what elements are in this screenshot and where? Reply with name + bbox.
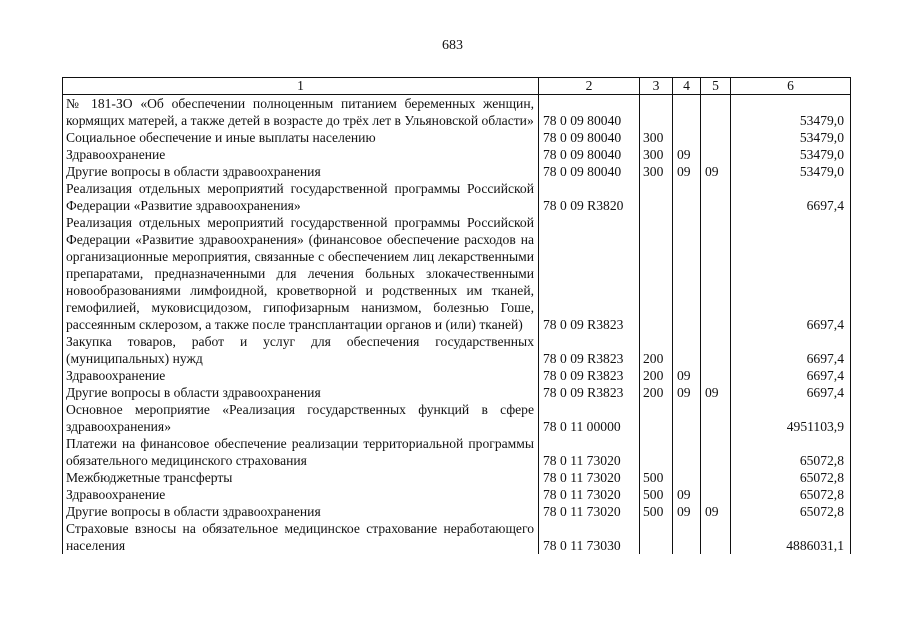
table-header-row [63,78,851,95]
column-header: 2 [539,78,640,95]
table-row [63,146,851,163]
row-amount: 65072,8 [731,469,851,486]
row-subsection [701,469,731,486]
row-amount: 6697,4 [731,367,851,384]
table-row [63,503,851,520]
column-header: 6 [731,78,851,95]
row-target-code: 78 0 11 73020 [539,486,640,503]
row-target-code: 78 0 09 80040 [539,95,640,130]
row-subsection [701,214,731,333]
row-section: 09 [673,486,701,503]
row-amount: 4951103,9 [731,401,851,435]
row-name: Социальное обеспечение и иные выплаты населению [63,129,539,146]
row-name: Платежи на финансовое обеспечение реализации территориальной программы обязательного медицинского страхования [63,435,539,469]
row-section [673,180,701,214]
row-amount: 53479,0 [731,95,851,130]
row-subsection [701,129,731,146]
row-target-code: 78 0 09 R3823 [539,214,640,333]
row-name: Страховые взносы на обязательное медицинское страхование неработающего населения [63,520,539,554]
table-row [63,129,851,146]
table-row [63,435,851,469]
row-amount: 6697,4 [731,384,851,401]
row-section [673,95,701,130]
row-section: 09 [673,367,701,384]
row-target-code: 78 0 09 R3823 [539,384,640,401]
row-expense-type [640,435,673,469]
row-subsection [701,401,731,435]
row-name: Другие вопросы в области здравоохранения [63,384,539,401]
row-section [673,214,701,333]
row-subsection: 09 [701,163,731,180]
row-subsection [701,146,731,163]
row-amount: 6697,4 [731,214,851,333]
row-section: 09 [673,163,701,180]
row-name: Закупка товаров, работ и услуг для обеспечения государственных (муниципальных) нужд [63,333,539,367]
table-row [63,95,851,130]
row-target-code: 78 0 11 73020 [539,469,640,486]
row-name: № 181-ЗО «Об обеспечении полноценным питанием беременных женщин, кормящих матерей, а также детей в возрасте до трёх лет в Ульяновской области» [63,95,539,130]
row-section [673,401,701,435]
row-name: Реализация отдельных мероприятий государственной программы Российской Федерации «Развитие здравоохранения» [63,180,539,214]
table-row [63,367,851,384]
row-name: Другие вопросы в области здравоохранения [63,163,539,180]
row-section [673,469,701,486]
table-row [63,214,851,333]
row-expense-type [640,95,673,130]
row-subsection [701,367,731,384]
row-subsection [701,520,731,554]
row-expense-type: 500 [640,469,673,486]
row-expense-type [640,214,673,333]
row-amount: 53479,0 [731,146,851,163]
row-expense-type [640,401,673,435]
page-number: 683 [442,38,463,53]
row-expense-type [640,520,673,554]
row-subsection: 09 [701,384,731,401]
row-expense-type: 200 [640,333,673,367]
row-subsection: 09 [701,503,731,520]
row-subsection [701,180,731,214]
table-row [63,333,851,367]
row-expense-type: 200 [640,367,673,384]
row-subsection [701,435,731,469]
row-expense-type: 200 [640,384,673,401]
row-expense-type: 500 [640,503,673,520]
row-target-code: 78 0 11 00000 [539,401,640,435]
row-name: Другие вопросы в области здравоохранения [63,503,539,520]
row-section [673,520,701,554]
row-target-code: 78 0 11 73020 [539,503,640,520]
row-name: Здравоохранение [63,486,539,503]
column-header: 4 [673,78,701,95]
row-name: Основное мероприятие «Реализация государственных функций в сфере здравоохранения» [63,401,539,435]
row-amount: 4886031,1 [731,520,851,554]
row-target-code: 78 0 09 R3823 [539,367,640,384]
row-amount: 6697,4 [731,333,851,367]
budget-table [62,77,851,554]
row-section [673,435,701,469]
row-target-code: 78 0 09 80040 [539,163,640,180]
row-target-code: 78 0 09 R3823 [539,333,640,367]
row-expense-type: 300 [640,129,673,146]
row-section: 09 [673,384,701,401]
row-section [673,129,701,146]
row-target-code: 78 0 11 73030 [539,520,640,554]
row-target-code: 78 0 09 80040 [539,146,640,163]
row-amount: 65072,8 [731,486,851,503]
table-row [63,163,851,180]
row-target-code: 78 0 09 R3820 [539,180,640,214]
table-row [63,384,851,401]
table-row [63,469,851,486]
row-name: Здравоохранение [63,146,539,163]
row-expense-type: 300 [640,146,673,163]
column-header: 3 [640,78,673,95]
row-subsection [701,95,731,130]
row-expense-type: 500 [640,486,673,503]
row-section: 09 [673,503,701,520]
table-row [63,401,851,435]
row-expense-type: 300 [640,163,673,180]
row-expense-type [640,180,673,214]
row-subsection [701,333,731,367]
row-section [673,333,701,367]
row-amount: 53479,0 [731,163,851,180]
row-target-code: 78 0 09 80040 [539,129,640,146]
row-amount: 65072,8 [731,435,851,469]
row-section: 09 [673,146,701,163]
row-amount: 6697,4 [731,180,851,214]
row-name: Здравоохранение [63,367,539,384]
row-subsection [701,486,731,503]
column-header: 5 [701,78,731,95]
table-row [63,180,851,214]
row-name: Реализация отдельных мероприятий государственной программы Российской Федерации «Развитие здравоохранения» (финансовое обеспечение расходов на организационные мероприятия, связанные с обеспечением лиц лекарственными препаратами, предназначенными для лечения больных злокачественными новообразованиями лимфоидной, кроветворной и родственных им тканей, гемофилией, муковисцидозом, гипофизарным нанизмом, болезнью Гоше, рассеянным склерозом, а также после трансплантации органов и (или) тканей) [63,214,539,333]
table-row [63,520,851,554]
table-row [63,486,851,503]
row-target-code: 78 0 11 73020 [539,435,640,469]
row-amount: 65072,8 [731,503,851,520]
column-header: 1 [63,78,539,95]
row-amount: 53479,0 [731,129,851,146]
row-name: Межбюджетные трансферты [63,469,539,486]
